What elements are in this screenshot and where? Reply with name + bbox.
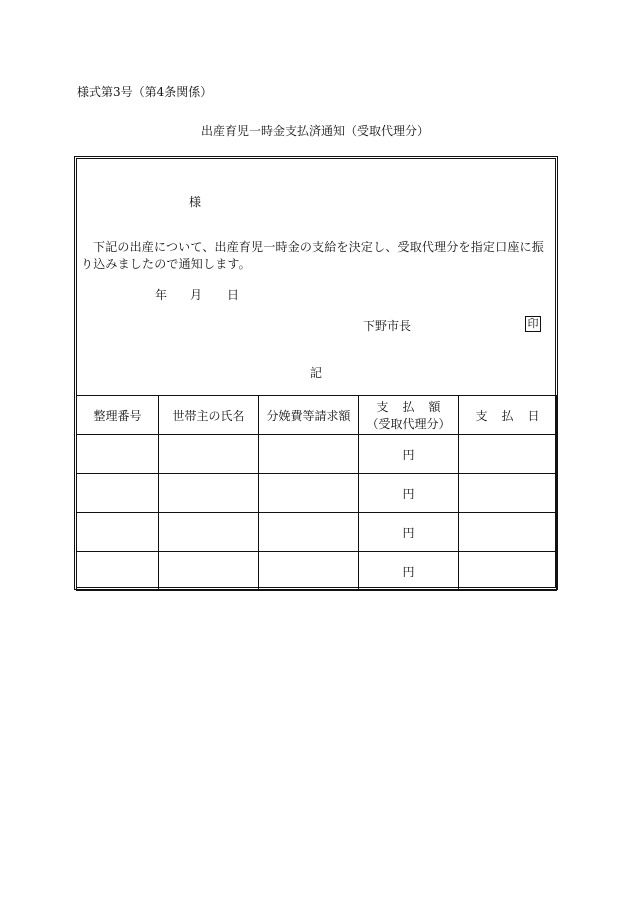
- cell-paid-amount[interactable]: 円: [359, 552, 459, 591]
- cell-householder-name[interactable]: [159, 435, 259, 474]
- header-ref-number: 整理番号: [77, 396, 159, 435]
- form-number: 様式第3号（第4条関係）: [77, 85, 213, 99]
- cell-householder-name[interactable]: [159, 474, 259, 513]
- cell-paid-amount[interactable]: 円: [359, 435, 459, 474]
- issuer-name: 下野市長: [363, 319, 412, 333]
- ki-label: 記: [309, 366, 322, 380]
- header-householder-name: 世帯主の氏名: [159, 396, 259, 435]
- cell-claim-amount[interactable]: [259, 552, 359, 591]
- cell-payment-date[interactable]: [459, 552, 557, 591]
- date-month: 月: [190, 288, 203, 302]
- table-header-row: [77, 396, 557, 435]
- table-row: [77, 513, 557, 552]
- cell-claim-amount[interactable]: [259, 435, 359, 474]
- cell-householder-name[interactable]: [159, 552, 259, 591]
- header-claim-amount: 分娩費等請求額: [259, 396, 359, 435]
- document-title: 出産育児一時金支払済通知（受取代理分）: [200, 124, 429, 138]
- table-row: [77, 474, 557, 513]
- table-row: [77, 435, 557, 474]
- cell-ref-number[interactable]: [77, 435, 159, 474]
- cell-payment-date[interactable]: [459, 513, 557, 552]
- table-row: [77, 552, 557, 591]
- cell-claim-amount[interactable]: [259, 513, 359, 552]
- header-payment-date: [459, 396, 557, 435]
- header-paid-amount: [359, 396, 459, 435]
- cell-payment-date[interactable]: [459, 435, 557, 474]
- cell-ref-number[interactable]: [77, 552, 159, 591]
- notice-body: 下記の出産について、出産育児一時金の支給を決定し、受取代理分を指定口座に振り込みましたので通知します。: [81, 240, 544, 271]
- notice-frame: [74, 156, 558, 590]
- header-paid-amount-line1: 支払額: [376, 400, 455, 414]
- payment-table: [76, 395, 557, 591]
- cell-ref-number[interactable]: [77, 474, 159, 513]
- header-payment-date-label: 支払日: [475, 408, 554, 423]
- addressee-suffix: 様: [189, 195, 202, 209]
- cell-claim-amount[interactable]: [259, 474, 359, 513]
- cell-paid-amount[interactable]: 円: [359, 474, 459, 513]
- cell-payment-date[interactable]: [459, 474, 557, 513]
- date-day: 日: [227, 288, 240, 302]
- cell-householder-name[interactable]: [159, 513, 259, 552]
- seal-mark: 印: [525, 316, 541, 332]
- cell-ref-number[interactable]: [77, 513, 159, 552]
- date-row: [77, 286, 555, 302]
- date-year: 年: [155, 288, 168, 302]
- header-paid-amount-line2: （受取代理分）: [366, 417, 451, 431]
- cell-paid-amount[interactable]: 円: [359, 513, 459, 552]
